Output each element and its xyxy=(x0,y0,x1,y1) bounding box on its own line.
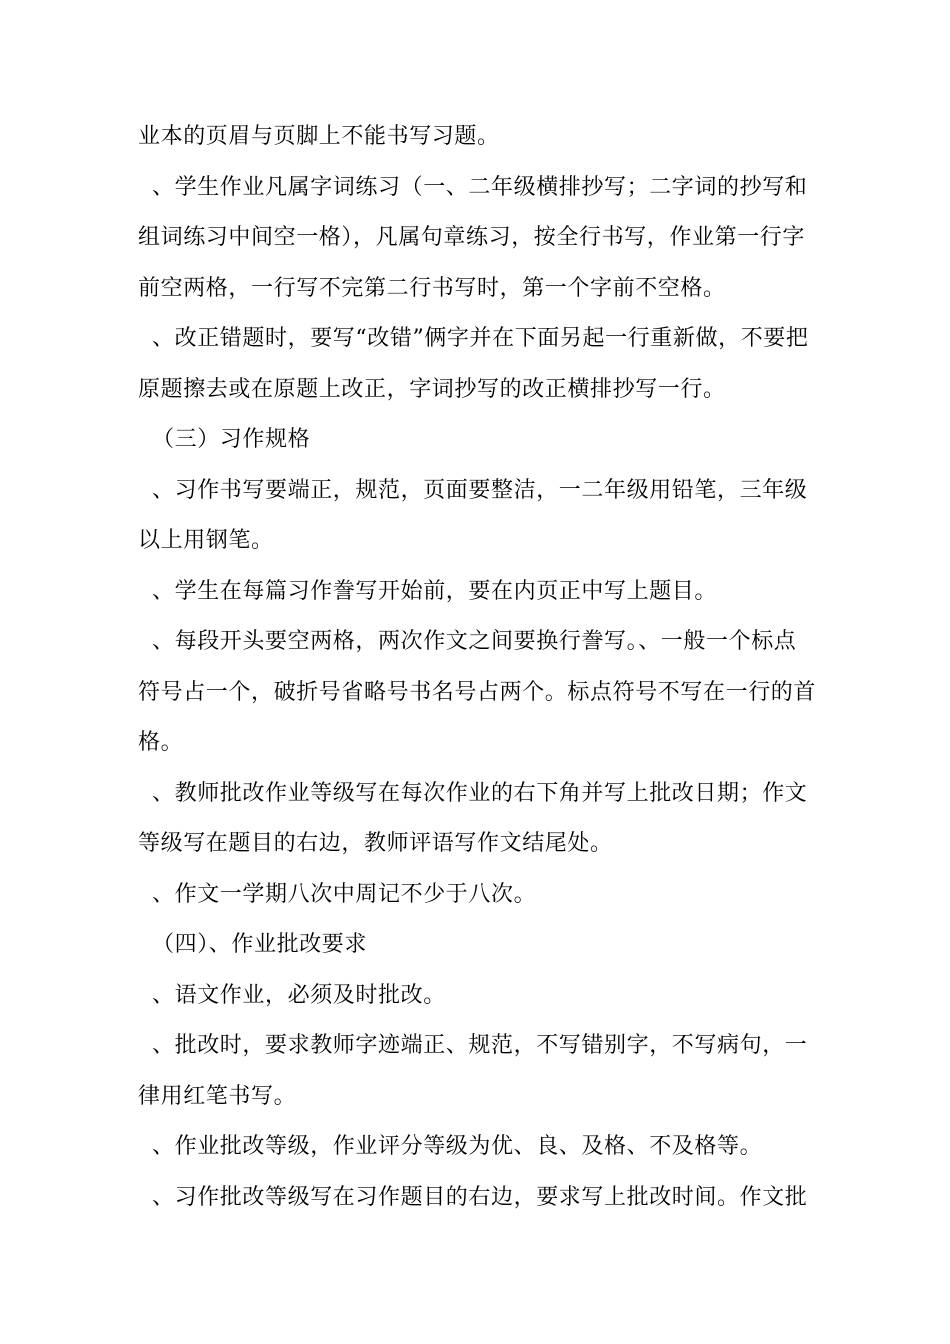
paragraph-5: 、习作书写要端正，规范，页面要整洁，一二年级用铅笔，三年级以上用钢笔。 xyxy=(138,477,808,553)
section-heading-4: （四）、作业批改要求 xyxy=(152,932,368,957)
paragraph-9: 、作文一学期八次中周记不少于八次。 xyxy=(152,881,537,907)
section-heading-3: （三）习作规格 xyxy=(152,427,311,452)
paragraph-6: 、学生在每篇习作誊写开始前，要在内页正中写上题目。 xyxy=(152,578,718,604)
paragraph-8: 、教师批改作业等级写在每次作业的右下角并写上批改日期；作文等级写在题目的右边，教师评语写作文结尾处。 xyxy=(138,780,808,856)
document-body xyxy=(138,112,818,1223)
paragraph-14: 、习作批改等级写在习作题目的右边，要求写上批改时间。作文批 xyxy=(152,1184,808,1210)
paragraph-1: 业本的页眉与页脚上不能书写习题。 xyxy=(138,124,500,149)
paragraph-7: 、每段开头要空两格，两次作文之间要换行誊写。、一般一个标点符号占一个，破折号省略号书名号占两个。标点符号不写在一行的首格。 xyxy=(138,629,817,755)
paragraph-12: 、批改时，要求教师字迹端正、规范，不写错别字，不写病句，一律用红笔书写。 xyxy=(138,1033,808,1109)
paragraph-13: 、作业批改等级，作业评分等级为优、良、及格、不及格等。 xyxy=(152,1134,763,1159)
paragraph-11: 、语文作业，必须及时批改。 xyxy=(152,982,446,1008)
paragraph-3: 、改正错题时，要写“改错”俩字并在下面另起一行重新做，不要把原题擦去或在原题上改正，字词抄写的改正横排抄写一行。 xyxy=(138,326,809,402)
paragraph-2: 、学生作业凡属字词练习（一、二年级横排抄写；二字词的抄写和组词练习中间空一格），凡属句章练习，按全行书写，作业第一行字前空两格，一行写不完第二行书写时，第一个字前不空格。 xyxy=(138,174,808,301)
